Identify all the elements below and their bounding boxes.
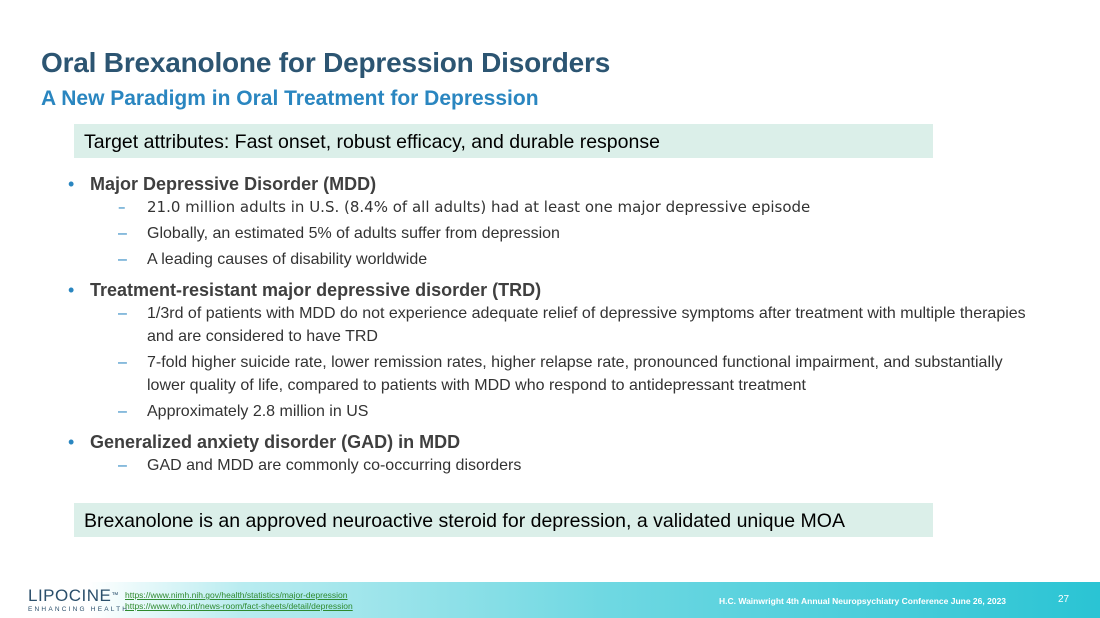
bullet-marker: •	[68, 174, 75, 194]
logo-tagline: ENHANCING HEALTH	[28, 606, 130, 613]
slide-title: Oral Brexanolone for Depression Disorders	[41, 47, 611, 78]
dash-marker: –	[118, 251, 127, 268]
logo-name: LIPOCINE	[28, 586, 112, 605]
sub-bullet-text: A leading causes of disability worldwide	[147, 251, 428, 268]
bullet-marker: •	[68, 432, 75, 452]
dash-marker: –	[118, 225, 127, 242]
sub-bullet-text: Approximately 2.8 million in US	[147, 403, 369, 420]
moa-callout: Brexanolone is an approved neuroactive steroid for depression, a validated unique MOA	[74, 503, 933, 537]
lipocine-logo	[28, 587, 129, 614]
dash-marker: –	[118, 305, 127, 322]
target-attributes-callout: Target attributes: Fast onset, robust efficacy, and durable response	[74, 124, 933, 158]
bullet-label: Major Depressive Disorder (MDD)	[90, 174, 377, 194]
sub-bullet-text: GAD and MDD are commonly co-occurring disorders	[147, 457, 522, 474]
page-number: 27	[1058, 594, 1070, 605]
bullet-mdd	[68, 172, 1028, 271]
bullet-gad	[68, 430, 1028, 477]
sub-bullet	[90, 454, 1028, 477]
bullet-label: Generalized anxiety disorder (GAD) in MDD	[90, 432, 461, 452]
dash-marker: –	[118, 354, 127, 371]
bullet-trd	[68, 278, 1028, 423]
sub-bullet-text: 21.0 million adults in U.S. (8.4% of all adults) had at least one major depressive episode	[147, 198, 811, 216]
sub-bullet	[90, 400, 1028, 423]
dash-marker: –	[118, 403, 127, 420]
sub-bullet	[90, 248, 1028, 271]
dash-marker: –	[118, 198, 126, 216]
who-link[interactable]: https://www.who.int/news-room/fact-sheets/detail/depression	[125, 601, 353, 611]
sub-bullet	[90, 351, 1028, 397]
logo-tm: ™	[111, 592, 119, 599]
nimh-link[interactable]: https://www.nimh.nih.gov/health/statistics/major-depression	[125, 590, 348, 600]
reference-links	[125, 590, 353, 612]
sub-bullet	[90, 196, 1028, 219]
sub-bullet	[90, 222, 1028, 245]
dash-marker: –	[118, 457, 127, 474]
bullet-marker: •	[68, 280, 75, 300]
slide-subtitle: A New Paradigm in Oral Treatment for Depression	[41, 87, 539, 110]
conference-label: H.C. Wainwright 4th Annual Neuropsychiatry Conference June 26, 2023	[719, 596, 1007, 606]
sub-bullet-text: 1/3rd of patients with MDD do not experience adequate relief of depressive symptoms after treatment with multiple therapies and are considered to have TRD	[147, 305, 1026, 345]
sub-bullet-text: 7-fold higher suicide rate, lower remission rates, higher relapse rate, pronounced functional impairment, and substantially lower quality of life, compared to patients with MDD who respond to antidepressant treatment	[147, 354, 1003, 394]
bullet-label: Treatment-resistant major depressive disorder (TRD)	[90, 280, 542, 300]
footer-bar	[0, 582, 1100, 618]
sub-bullet	[90, 302, 1028, 348]
bullet-list	[68, 172, 1028, 481]
sub-bullet-text: Globally, an estimated 5% of adults suffer from depression	[147, 225, 560, 242]
